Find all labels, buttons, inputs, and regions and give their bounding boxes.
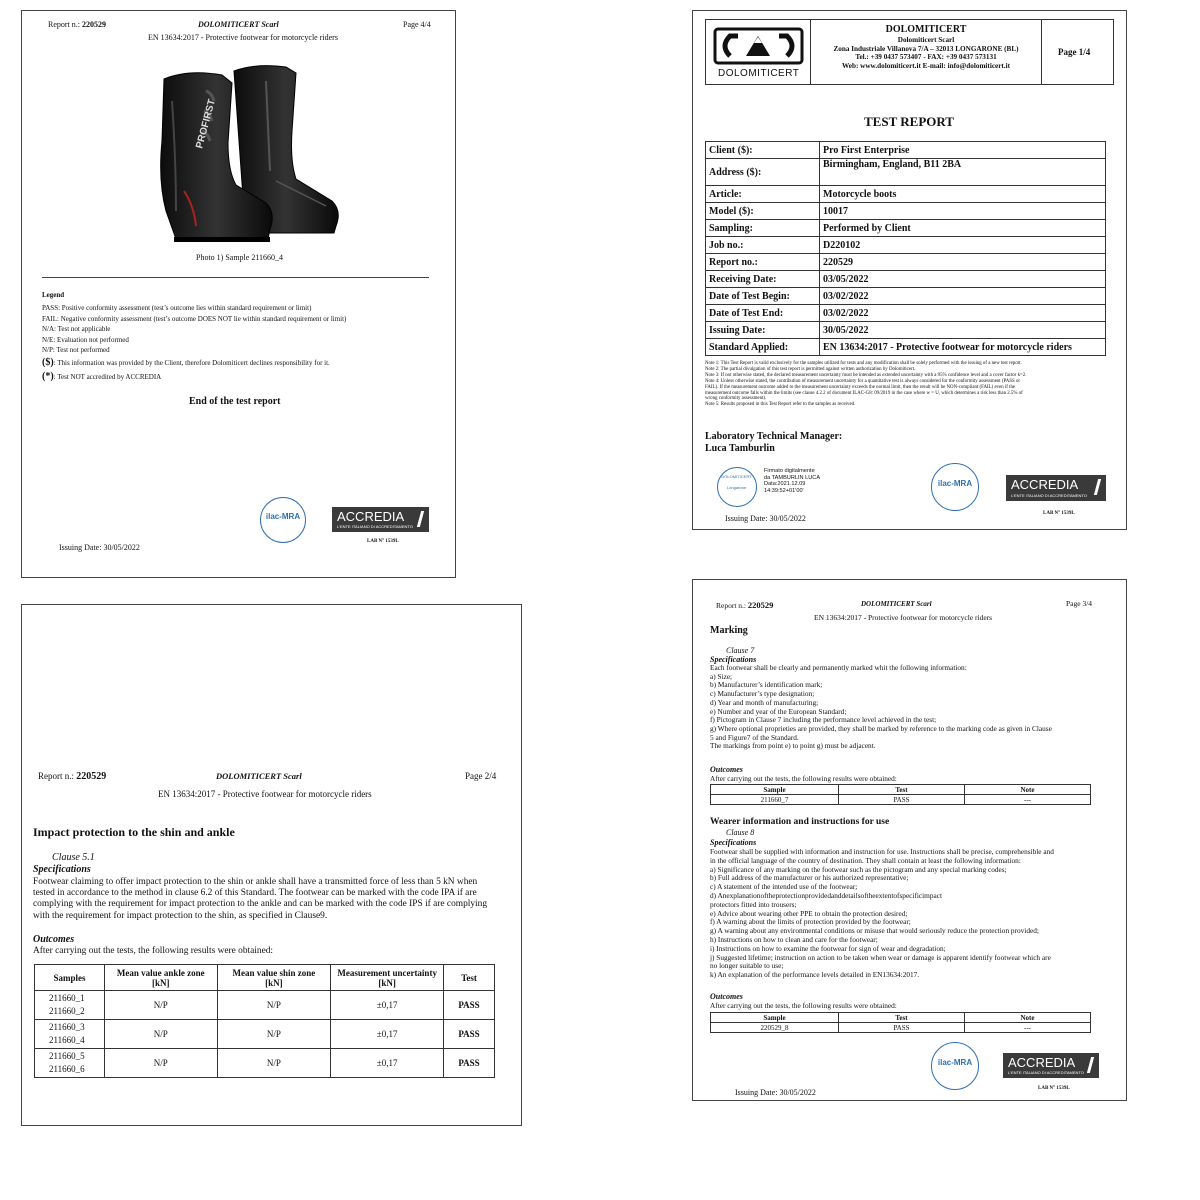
company-header: DOLOMITICERT Scarl [216, 771, 302, 781]
info-value-cell: 03/05/2022 [820, 271, 1106, 288]
report-page-1 [692, 10, 1127, 530]
impact-header-line: Mean value shin zone [232, 967, 316, 978]
accredia-logo [1003, 1053, 1099, 1078]
impact-uncertainty-cell: ±0,17 [331, 1049, 444, 1078]
report-number: 220529 [747, 600, 774, 610]
manager-title: Laboratory Technical Manager: [705, 431, 843, 442]
report-number-label [48, 20, 106, 29]
accredia-subtitle: L'ENTE ITALIANO DI ACCREDITAMENTO [1008, 1070, 1084, 1075]
standard-header: EN 13634:2017 - Protective footwear for motorcycle riders [148, 33, 338, 42]
page-number: Page 3/4 [1066, 599, 1093, 608]
note-4-cont-1: FAIL). If the measurement outcome added to the measurement uncertainty exceeds the normal limit, then the result will be NON-compliant (FAIL) even if the [705, 384, 1016, 390]
legend-np: N/P: Test not performed [42, 346, 110, 355]
issuing-date: Issuing Date: 30/05/2022 [59, 543, 140, 552]
marking-text [710, 664, 1052, 751]
legend-pass: PASS: Positive conformity assessment (test’s outcome lies within standard requirement or limit) [42, 304, 312, 313]
impact-header-cell [444, 965, 495, 991]
page-number-box [1041, 20, 1113, 84]
legend-not-accredited [42, 372, 346, 382]
wearer-line-11: h) Instructions on how to clean and care for the footwear; [710, 934, 878, 944]
table-row [706, 305, 1106, 322]
signature-line-1: Firmato digitalmente [764, 468, 815, 474]
page-number: Page 2/4 [465, 771, 497, 781]
impact-samples-cell [35, 991, 105, 1020]
signature-line-4: 14:39:52+01'00' [764, 487, 804, 494]
info-value-cell: Pro First Enterprise [820, 142, 1106, 159]
boots-photo [136, 61, 346, 256]
ilac-mra-logo [260, 497, 306, 543]
info-label-cell: Sampling: [706, 220, 820, 237]
spec-line-4: with the requirement for impact protection to the shin, as specified in Clause9. [33, 910, 328, 921]
impact-samples-cell [35, 1049, 105, 1078]
outcomes-title: Outcomes [33, 934, 75, 945]
legend-star-text: : Test NOT accredited by ACCREDIA [53, 372, 162, 381]
report-page-3 [692, 579, 1127, 1101]
wearer-line-12: i) Instructions on how to examine the footwear for sign of wear and degradation; [710, 943, 946, 953]
info-value-cell: D220102 [820, 237, 1106, 254]
wearer-test-cell: PASS [839, 1023, 965, 1033]
info-value-cell: 10017 [820, 203, 1106, 220]
impact-ankle-cell: N/P [104, 1020, 217, 1049]
issuing-date: Issuing Date: 30/05/2022 [725, 514, 806, 523]
outcomes-text: After carrying out the tests, the following results were obtained: [33, 946, 274, 956]
lab-number: LAB N° 1539L [1038, 1086, 1070, 1091]
impact-shin-cell: N/P [217, 991, 331, 1020]
table-row [706, 288, 1106, 305]
accredia-logo [332, 507, 429, 532]
info-label-cell: Issuing Date: [706, 322, 820, 339]
end-of-report: End of the test report [189, 396, 281, 407]
wearer-outcomes-text: After carrying out the tests, the following results were obtained: [710, 1001, 897, 1010]
impact-sample-id: 211660_4 [49, 1035, 85, 1045]
impact-sample-id: 211660_6 [49, 1064, 85, 1074]
accredia-name: ACCREDIA [1008, 1055, 1076, 1070]
ilac-label: ilac-MRA [937, 479, 973, 488]
ilac-mra-logo [931, 463, 979, 511]
wearer-line-2: in the official language of the country of destination. They shall contain at least the following information: [710, 855, 1021, 865]
table-row [706, 159, 1106, 186]
wearer-spec-title: Specifications [710, 838, 757, 847]
info-value-cell: Birmingham, England, B11 2BA [820, 159, 1106, 186]
info-label-cell: Job no.: [706, 237, 820, 254]
issuing-date: Issuing Date: 30/05/2022 [735, 1088, 816, 1097]
info-value-cell: 03/02/2022 [820, 288, 1106, 305]
company-name-line: Dolomiticert Scarl [897, 36, 955, 44]
impact-header-line: Measurement uncertainty [337, 967, 437, 978]
info-value-cell: Performed by Client [820, 220, 1106, 237]
divider-line [42, 277, 429, 278]
marking-header-test: Test [839, 785, 965, 795]
wearer-header-sample: Sample [711, 1013, 839, 1023]
ilac-label: ilac-MRA [265, 512, 301, 521]
ilac-label: ilac-MRA [937, 1058, 973, 1067]
table-row [706, 203, 1106, 220]
impact-header-cell [217, 965, 331, 991]
manager-block [705, 431, 842, 455]
table-row [711, 1023, 1091, 1033]
letterhead [705, 19, 1114, 85]
logo-text: DOLOMITICERT [718, 68, 800, 79]
marking-line-9: 5 and Figure7 of the Standard. [710, 732, 799, 742]
table-row [35, 1020, 495, 1049]
clause-label: Clause 5.1 [52, 852, 95, 863]
lab-number: LAB N° 1539L [367, 539, 399, 544]
info-value-cell: 30/05/2022 [820, 322, 1106, 339]
impact-test-cell: PASS [444, 1020, 495, 1049]
legend-client-info [42, 358, 346, 368]
impact-ankle-cell: N/P [104, 991, 217, 1020]
report-number-label [716, 600, 773, 610]
italy-icon [1082, 1057, 1094, 1073]
table-row [706, 142, 1106, 159]
note-5: Note 5: Results proposed in this Test Report refer to the samples as received. [705, 402, 856, 408]
wearer-outcomes-title: Outcomes [710, 992, 743, 1001]
marking-test-cell: PASS [839, 795, 965, 805]
impact-header-line: Test [461, 972, 477, 983]
specifications-text [33, 877, 487, 922]
marking-line-6: e) Number and year of the European Standard; [710, 706, 847, 716]
wearer-line-4: b) Full address of the manufacturer or his authorized representative; [710, 873, 909, 883]
legend-na: N/A: Test not applicable [42, 325, 111, 334]
marking-line-4: c) Manufacturer’s type designation; [710, 689, 815, 699]
stamp-middle-text: Longarone [726, 485, 747, 490]
boot-brand-text: PROFIRST [194, 98, 218, 150]
table-row [706, 186, 1106, 203]
wearer-line-9: f) A warning about the limits of protection provided by the footwear; [710, 917, 911, 927]
wearer-line-5: c) A statement of the intended use of the footwear; [710, 882, 858, 892]
wearer-results-table [710, 1012, 1091, 1033]
marking-sample-cell: 211660_7 [711, 795, 839, 805]
stamp-top-text: DOLOMITICERT [721, 474, 752, 479]
italy-icon [412, 511, 424, 527]
report-page-2 [21, 604, 522, 1126]
spec-line-3: complying with the requirement for impact protection to the ankle and can be marked with the code IPS if are complying [33, 899, 488, 910]
wearer-title: Wearer information and instructions for use [710, 817, 890, 827]
impact-header-line: [kN] [152, 977, 170, 988]
legend-section [42, 290, 346, 382]
wearer-line-1: Footwear shall be supplied with information and instruction for use. Instructions shall be precise, comprehensible and [710, 847, 1054, 856]
italy-icon [1089, 479, 1101, 495]
impact-header-line: Mean value ankle zone [116, 967, 205, 978]
impact-sample-id: 211660_1 [49, 993, 85, 1003]
impact-test-cell: PASS [444, 991, 495, 1020]
wearer-line-3: a) Significance of any marking on the footwear such as the pictogram and any special marking codes; [710, 864, 1007, 874]
company-title: DOLOMITICERT [885, 24, 967, 35]
company-phone-line: Tel.: +39 0437 573407 - FAX: +39 0437 573131 [855, 53, 997, 62]
signature-line-2: da TAMBURLIN LUCA [764, 474, 821, 481]
info-label-cell: Standard Applied: [706, 339, 820, 356]
table-row [706, 254, 1106, 271]
table-row [711, 795, 1091, 805]
note-1: Note 1: This Test Report is valid exclusively for the samples utilized for tests and any modification shall be solely performed with the issuing of a new test report. [705, 361, 1022, 366]
wearer-line-14: no longer suitable to use; [710, 961, 784, 971]
accredia-logo [1006, 475, 1106, 501]
report-label: Report n.: [48, 20, 80, 29]
wearer-line-6: d) Anexplanationoftheprotectionprovidedanddetailsoftheextentofspecificimpact [710, 890, 943, 900]
accredia-name: ACCREDIA [337, 509, 405, 524]
wearer-note-cell: --- [965, 1023, 1091, 1033]
legend-star-symbol: (*) [42, 370, 54, 382]
digital-signature [764, 468, 820, 494]
note-3: Note 3: If not otherwise stated, the declared measurement uncertainty must be intended as extended uncertainty with a 95% confidence level and a cover factor k=2. [705, 372, 1027, 378]
marking-line-3: b) Manufacturer’s identification mark; [710, 680, 823, 690]
table-row [706, 271, 1106, 288]
marking-outcomes-title: Outcomes [710, 765, 743, 774]
dolomiticert-logo [706, 20, 811, 84]
impact-uncertainty-cell: ±0,17 [331, 991, 444, 1020]
report-title: TEST REPORT [864, 114, 954, 129]
marking-note-cell: --- [965, 795, 1091, 805]
impact-shin-cell: N/P [217, 1020, 331, 1049]
marking-line-8: g) Where optional proprieties are provided, they shall be marked by reference to the marking code as given in Clause [710, 723, 1052, 733]
legend-s-symbol: ($) [42, 357, 54, 369]
wearer-line-15: k) An explanation of the performance levels detailed in EN13634:2017. [710, 970, 920, 980]
marking-results-table [710, 784, 1091, 805]
table-row [35, 991, 495, 1020]
impact-test-cell: PASS [444, 1049, 495, 1078]
info-label-cell: Address ($): [706, 159, 820, 186]
standard-header: EN 13634:2017 - Protective footwear for motorcycle riders [814, 613, 993, 622]
marking-outcomes-text: After carrying out the tests, the following results were obtained: [710, 774, 897, 783]
photo-caption: Photo 1) Sample 211660_4 [196, 253, 284, 262]
info-label-cell: Article: [706, 186, 820, 203]
signature-line-3: Data:2021.12.09 [764, 481, 806, 488]
clause8-label: Clause 8 [726, 828, 755, 837]
info-label-cell: Date of Test Begin: [706, 288, 820, 305]
dolomiticert-stamp [717, 467, 757, 507]
lab-number: LAB N° 1539L [1043, 511, 1075, 516]
report-page-4 [21, 10, 456, 578]
wearer-line-7: protectors fitted into trousers; [710, 899, 797, 909]
report-number: 220529 [76, 771, 107, 782]
info-label-cell: Date of Test End: [706, 305, 820, 322]
impact-header-line: Samples [53, 972, 86, 983]
company-address-line: Zona Industriale Villanova 7/A – 32013 LONGARONE (BL) [833, 44, 1019, 53]
note-4: Note 4: Unless otherwise stated, the contribution of measurement uncertainty for a quantitative test is always considered for the conformity assessment (PASS or [705, 378, 1021, 384]
info-label-cell: Receiving Date: [706, 271, 820, 288]
company-header: DOLOMITICERT Scarl [198, 20, 279, 29]
table-row [706, 322, 1106, 339]
marking-spec-title: Specifications [710, 655, 757, 664]
impact-uncertainty-cell: ±0,17 [331, 1020, 444, 1049]
spec-line-1: Footwear claiming to offer impact protection to the shin or ankle shall have a transmitted force of less than 5 kN when [33, 877, 478, 887]
accredia-subtitle: L'ENTE ITALIANO DI ACCREDITAMENTO [1011, 493, 1087, 498]
legend-title: Legend [42, 291, 65, 299]
info-value-cell: 220529 [820, 254, 1106, 271]
table-row [706, 237, 1106, 254]
section-title: Impact protection to the shin and ankle [33, 825, 235, 839]
page-number: Page 1/4 [1058, 47, 1091, 57]
marking-header-note: Note [965, 785, 1091, 795]
table-row [35, 1049, 495, 1078]
marking-title: Marking [710, 625, 748, 636]
report-label: Report n.: [716, 601, 746, 610]
dolomiticert-logo-icon [712, 26, 805, 66]
marking-line-1: Each footwear shall be clearly and permanently marked whit the following information: [710, 663, 967, 672]
accredia-subtitle: L'ENTE ITALIANO DI ACCREDITAMENTO [337, 524, 413, 529]
info-label-cell: Model ($): [706, 203, 820, 220]
legend-fail: FAIL: Negative conformity assessment (test’s outcome DOES NOT lie within standard requirement or limit) [42, 314, 347, 323]
wearer-line-8: e) Advice about wearing other PPE to obtain the protection desired; [710, 908, 908, 918]
marking-line-10: The markings from point e) to point g) must be adjacent. [710, 741, 876, 751]
impact-header-cell [104, 965, 217, 991]
manager-name: Luca Tamburlin [705, 443, 775, 454]
info-value-cell: Motorcycle boots [820, 186, 1106, 203]
marking-line-2: a) Size; [710, 671, 733, 681]
impact-results-table [34, 964, 495, 1078]
clause7-label: Clause 7 [726, 646, 755, 655]
specifications-title: Specifications [33, 864, 91, 875]
impact-sample-id: 211660_3 [49, 1022, 85, 1032]
report-info-table [705, 141, 1106, 356]
note-2: Note 2: The partial divulgation of this test report is permitted against written authorization by Dolomiticert. [705, 366, 916, 372]
table-row [706, 220, 1106, 237]
notes-section [705, 361, 1026, 408]
marking-line-5: d) Year and month of manufacturing; [710, 697, 819, 707]
info-label-cell: Client ($): [706, 142, 820, 159]
impact-sample-id: 211660_2 [49, 1006, 85, 1016]
impact-header-line: [kN] [265, 977, 283, 988]
page-number: Page 4/4 [403, 20, 431, 29]
impact-ankle-cell: N/P [104, 1049, 217, 1078]
impact-header-cell [35, 965, 105, 991]
impact-samples-cell [35, 1020, 105, 1049]
report-number: 220529 [82, 20, 106, 29]
info-value-cell: EN 13634:2017 - Protective footwear for motorcycle riders [820, 339, 1106, 356]
report-label: Report n.: [38, 771, 74, 781]
company-header: DOLOMITICERT Scarl [861, 600, 932, 608]
wearer-header-note: Note [965, 1013, 1091, 1023]
company-info [811, 24, 1041, 70]
marking-header-sample: Sample [711, 785, 839, 795]
impact-header-cell [331, 965, 444, 991]
impact-shin-cell: N/P [217, 1049, 331, 1078]
table-row [706, 339, 1106, 356]
spec-line-2: tested in accordance to the method in clause 6.2 of this Standard. The footwear can be marked with the code IPA if are [33, 888, 477, 899]
ilac-mra-logo [931, 1042, 979, 1090]
company-web-line: Web: www.dolomiticert.it E-mail: info@dolomiticert.it [842, 61, 1010, 70]
info-value-cell: 03/02/2022 [820, 305, 1106, 322]
legend-s-text: : This information was provided by the Client, therefore Dolomiticert declines responsibility for it. [53, 359, 330, 368]
wearer-line-13: j) Suggested lifetime; instruction on action to be taken when wear or damage is apparent identify footwear which are [710, 952, 1051, 962]
impact-sample-id: 211660_5 [49, 1051, 85, 1061]
note-4-cont-2: measurement outcome falls within the limits (see clause 4.2.2 of document ILAC-G8: 09/2019 in the case where w = U, which determines a risk less than 2.5% of [705, 390, 1023, 396]
wearer-header-test: Test [839, 1013, 965, 1023]
marking-line-7: f) Pictogram in Clause 7 including the performance level achieved in the test; [710, 715, 937, 725]
accredia-name: ACCREDIA [1011, 477, 1079, 492]
legend-ne: N/E: Evaluation not performed [42, 335, 129, 344]
wearer-sample-cell: 220529_8 [711, 1023, 839, 1033]
info-label-cell: Report no.: [706, 254, 820, 271]
wearer-line-10: g) A warning about any environmental conditions or misuse that would seriously reduce the protection provided; [710, 926, 1039, 936]
standard-header: EN 13634:2017 - Protective footwear for motorcycle riders [158, 789, 372, 799]
wearer-text [710, 848, 1054, 980]
note-4-cont-3: wrong conformity assessment). [705, 396, 767, 402]
report-number-label [38, 771, 106, 782]
impact-header-line: [kN] [378, 977, 396, 988]
